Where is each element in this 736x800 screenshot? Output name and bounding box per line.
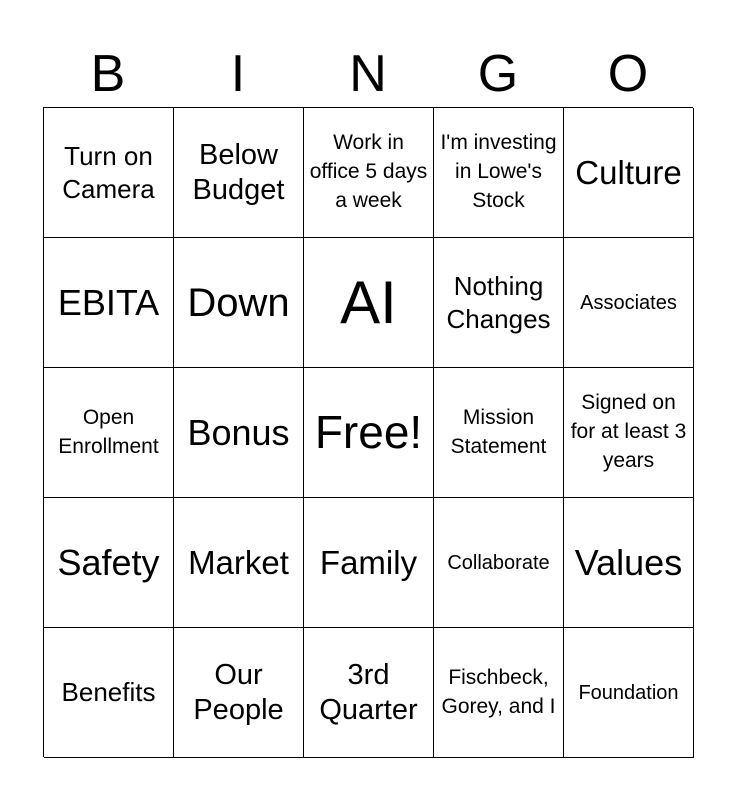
cell-text: Work in office 5 days a week	[309, 131, 428, 212]
bingo-card-grid	[43, 107, 693, 757]
bingo-cell[interactable]	[174, 498, 304, 628]
bingo-cell[interactable]	[304, 498, 434, 628]
cell-text: Our People	[193, 658, 284, 726]
cell-text: Open Enrollment	[58, 405, 159, 458]
free-space-cell[interactable]	[304, 368, 434, 498]
cell-text: Safety	[57, 541, 160, 583]
bingo-cell[interactable]	[174, 108, 304, 238]
bingo-cell[interactable]	[434, 368, 564, 498]
header-letter-n: N	[349, 45, 387, 103]
cell-text: Foundation	[578, 681, 679, 704]
bingo-cell[interactable]	[44, 498, 174, 628]
bingo-cell[interactable]	[564, 238, 694, 368]
cell-text: Fischbeck, Gorey, and I	[441, 665, 556, 718]
bingo-header	[43, 40, 693, 108]
cell-text: Signed on for at least 3 years	[570, 391, 687, 472]
bingo-cell[interactable]	[304, 108, 434, 238]
bingo-cell[interactable]	[174, 368, 304, 498]
cell-text: 3rd Quarter	[319, 658, 418, 726]
bingo-cell[interactable]	[304, 238, 434, 368]
header-letter-b: B	[90, 45, 126, 103]
cell-text: Down	[187, 280, 290, 325]
bingo-cell[interactable]	[434, 498, 564, 628]
bingo-cell[interactable]	[564, 108, 694, 238]
bingo-cell[interactable]	[44, 628, 174, 758]
header-letter-i: I	[230, 45, 246, 103]
bingo-cell[interactable]	[434, 628, 564, 758]
bingo-cell[interactable]	[564, 628, 694, 758]
cell-text: Bonus	[187, 411, 290, 453]
cell-text: Market	[188, 543, 289, 581]
cell-text: Family	[319, 543, 418, 581]
cell-text: I'm investing in Lowe's Stock	[440, 131, 557, 212]
cell-text: Nothing Changes	[446, 271, 551, 334]
cell-text: Below Budget	[192, 138, 285, 206]
header-letter-o: O	[607, 45, 649, 103]
free-space-text: Free!	[314, 406, 423, 459]
bingo-cell[interactable]	[434, 238, 564, 368]
bingo-cell[interactable]	[174, 238, 304, 368]
cell-text: Culture	[575, 153, 682, 191]
bingo-cell[interactable]	[564, 498, 694, 628]
header-letter-g: G	[477, 45, 519, 103]
cell-text: Values	[574, 541, 683, 583]
cell-text: Associates	[580, 291, 677, 314]
bingo-cell[interactable]	[434, 108, 564, 238]
cell-text: AI	[340, 268, 397, 336]
bingo-cell[interactable]	[44, 108, 174, 238]
cell-text: Mission Statement	[450, 405, 547, 458]
cell-text: EBITA	[57, 281, 160, 323]
cell-text: Benefits	[61, 677, 156, 708]
bingo-cell[interactable]	[44, 368, 174, 498]
bingo-cell[interactable]	[304, 628, 434, 758]
bingo-cell[interactable]	[44, 238, 174, 368]
cell-text: Collaborate	[447, 551, 550, 574]
bingo-cell[interactable]	[564, 368, 694, 498]
bingo-cell[interactable]	[174, 628, 304, 758]
cell-text: Turn on Camera	[62, 141, 155, 204]
